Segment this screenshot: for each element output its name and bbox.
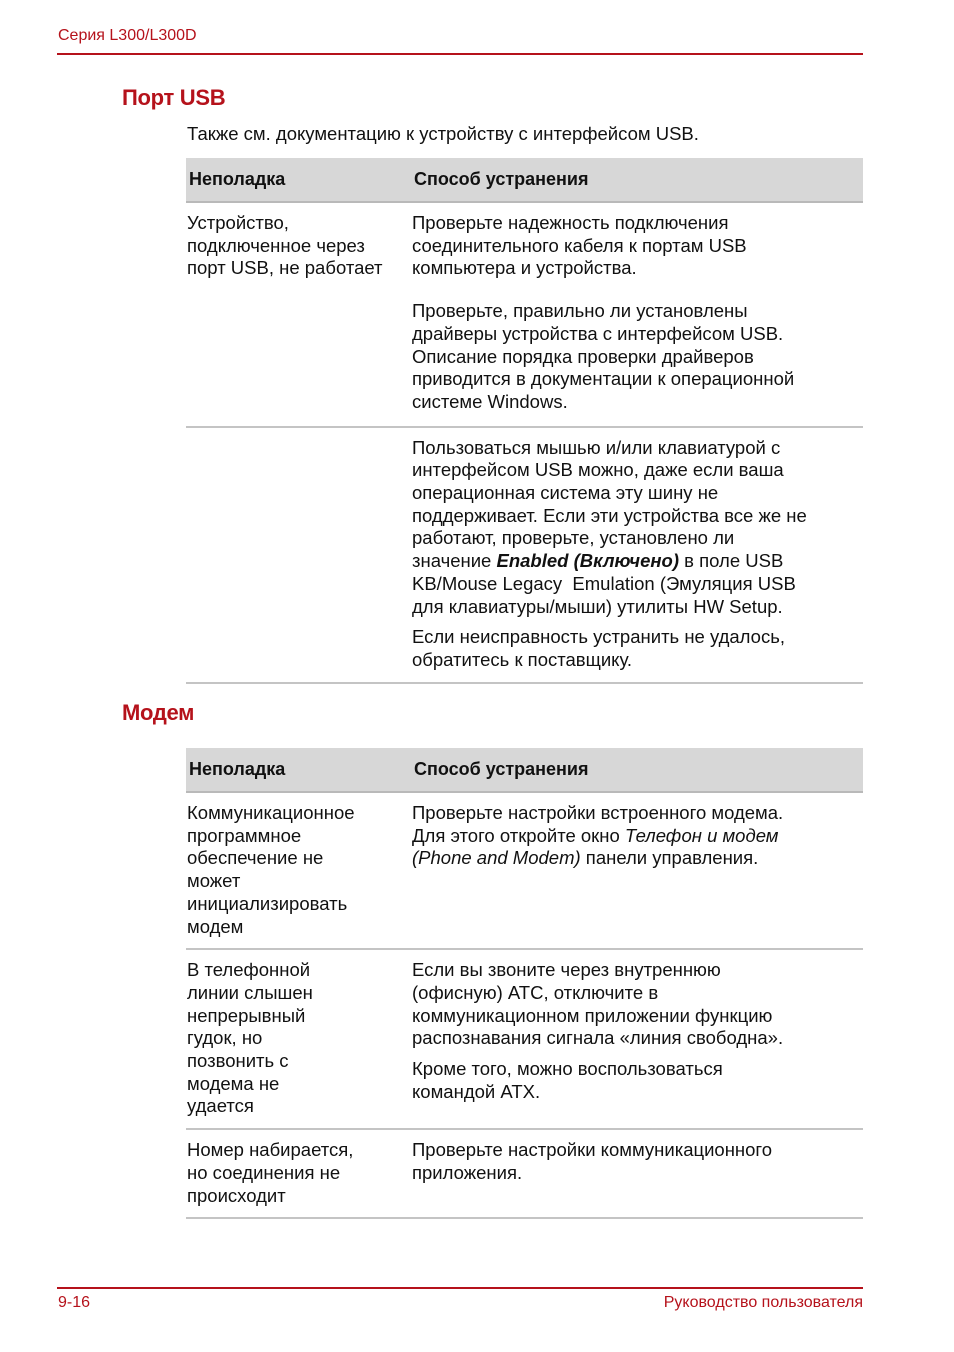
problem-line: происходит: [187, 1184, 286, 1206]
solution-line: Кроме того, можно воспользоваться: [412, 1058, 723, 1080]
solution-cell: [411, 427, 863, 683]
footer-title: Руководство пользователя: [663, 1294, 863, 1311]
problem-line: позвонить с: [187, 1050, 289, 1072]
solution-line: коммуникационном приложении функцию: [412, 1004, 773, 1026]
solution-cell: [411, 949, 863, 1129]
problem-line: линии слышен: [187, 981, 313, 1003]
section-title-usb: Порт USB: [122, 85, 226, 110]
problem-line: Коммуникационное: [187, 802, 355, 823]
problem-line: обеспечение не: [187, 847, 324, 869]
table-header-row: [186, 748, 863, 792]
solution-paragraph: [412, 626, 857, 671]
problem-cell: [186, 1129, 411, 1218]
solution-paragraph: [412, 437, 857, 619]
problem-line: В телефонной: [187, 959, 311, 981]
column-header-solution: Способ устранения: [411, 748, 863, 792]
usb-troubleshooting-table: [186, 158, 863, 684]
table-row: [186, 949, 863, 1129]
solution-line: KB/Mouse Legacy Emulation (Эмуляция USB: [412, 572, 796, 594]
solution-line: соединительного кабеля к портам USB: [412, 234, 747, 256]
solution-cell: [411, 202, 863, 427]
header-rule: [57, 53, 863, 55]
running-header: Серия L300/L300D: [58, 27, 197, 44]
solution-text: значение: [412, 550, 497, 572]
solution-line: командой ATX.: [412, 1080, 541, 1102]
solution-text: панели управления.: [580, 847, 759, 869]
solution-paragraph: [412, 959, 857, 1050]
solution-line: Проверьте настройки встроенного модема.: [412, 802, 784, 823]
problem-line: непрерывный: [187, 1004, 306, 1026]
solution-line: [412, 825, 857, 848]
dialog-name-emphasis: (Phone and Modem): [412, 847, 581, 869]
solution-line: для клавиатуры/мыши) утилиты HW Setup.: [412, 595, 783, 617]
solution-line: системе Windows.: [412, 390, 568, 412]
solution-paragraph: [412, 212, 857, 280]
problem-line: может: [187, 870, 241, 892]
table-row: [186, 1129, 863, 1218]
problem-cell: [186, 202, 411, 427]
footer-rule: [57, 1287, 863, 1289]
problem-cell: [186, 792, 411, 949]
solution-text: в поле USB: [679, 550, 784, 572]
solution-line: приводится в документации к операционной: [412, 368, 795, 390]
solution-line: поддерживает. Если эти устройства все же не: [412, 504, 807, 526]
column-header-problem: Неполадка: [186, 748, 411, 792]
solution-line: интерфейсом USB можно, даже если ваша: [412, 459, 784, 481]
solution-line: Если неисправность устранить не удалось,: [412, 626, 785, 648]
table-row: [186, 792, 863, 949]
solution-line: [412, 847, 857, 870]
solution-cell: [411, 1129, 863, 1218]
problem-line: но соединения не: [187, 1161, 341, 1183]
page-number: 9-16: [58, 1294, 91, 1311]
solution-line: Проверьте, правильно ли установлены: [412, 300, 748, 322]
solution-paragraph: [412, 300, 857, 414]
problem-line: порт USB, не работает: [187, 257, 383, 279]
solution-line: драйверы устройства с интерфейсом USB.: [412, 322, 784, 344]
problem-cell: [186, 949, 411, 1129]
solution-line: Проверьте надежность подключения: [412, 212, 729, 233]
solution-line: компьютера и устройства.: [412, 257, 637, 279]
problem-line: программное: [187, 824, 302, 846]
solution-line: Пользоваться мышью и/или клавиатурой с: [412, 436, 781, 458]
solution-text: Для этого откройте окно: [412, 824, 625, 846]
solution-cell: [411, 792, 863, 949]
solution-line: приложения.: [412, 1161, 523, 1183]
table-header-row: [186, 158, 863, 202]
column-header-problem: Неполадка: [186, 158, 411, 202]
problem-line: Устройство,: [187, 212, 289, 233]
solution-line: Если вы звоните через внутреннюю: [412, 959, 721, 981]
section-title-modem: Модем: [122, 700, 195, 725]
dialog-name-emphasis: Телефон и модем: [624, 824, 779, 846]
problem-line: Номер набирается,: [187, 1139, 354, 1161]
problem-line: инициализировать: [187, 892, 348, 914]
solution-line: [412, 550, 857, 573]
modem-troubleshooting-table: [186, 748, 863, 1219]
problem-line: подключенное через: [187, 234, 365, 256]
usb-intro-text: Также см. документацию к устройству с интерфейсом USB.: [187, 123, 699, 144]
solution-line: работают, проверьте, установлено ли: [412, 527, 735, 549]
solution-line: Описание порядка проверки драйверов: [412, 345, 754, 367]
setting-value-emphasis: Enabled (Включено): [496, 550, 680, 572]
solution-line: операционная система эту шину не: [412, 482, 719, 504]
column-header-solution: Способ устранения: [411, 158, 863, 202]
problem-cell: [186, 427, 411, 683]
table-row: [186, 427, 863, 683]
problem-line: модема не: [187, 1072, 280, 1094]
solution-line: Проверьте настройки коммуникационного: [412, 1139, 773, 1161]
problem-line: удается: [187, 1095, 254, 1117]
solution-line: распознавания сигнала «линия свободна».: [412, 1027, 784, 1049]
solution-line: (офисную) АТС, отключите в: [412, 981, 659, 1003]
solution-paragraph: [412, 1058, 857, 1103]
table-row: [186, 202, 863, 427]
problem-line: модем: [187, 915, 244, 937]
solution-line: обратитесь к поставщику.: [412, 648, 633, 670]
problem-line: гудок, но: [187, 1027, 263, 1049]
